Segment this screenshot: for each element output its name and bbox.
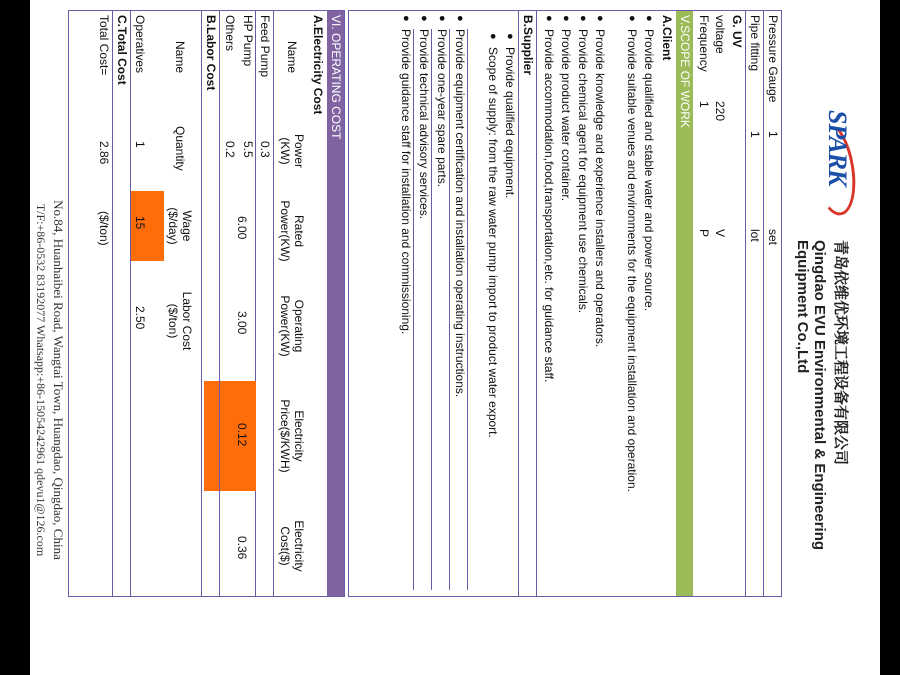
col-header: Rated Power(KW) xyxy=(278,200,306,262)
list-item: ● Provide one-year spare parts. xyxy=(434,29,450,590)
supplier-heading: B.Supplier xyxy=(521,15,535,76)
col-header: Name xyxy=(285,41,299,74)
document-page xyxy=(30,0,880,675)
col-header: Electricity Price($/KWH) xyxy=(278,399,306,473)
col-header: Power (KW) xyxy=(278,133,306,168)
list-item: ● Provide guidance staff for installation and commissioning. xyxy=(398,29,414,590)
list-item: ● Provide technical advisory services. xyxy=(416,29,432,590)
footer-address: No.84, Huanhaibei Road, Wangtai Town, Huangdao, Qingdao, China xyxy=(51,200,66,560)
total-heading: C.Total Cost xyxy=(115,15,129,85)
list-item: ● Provide equipment certification and installation operating instructions. xyxy=(452,29,468,590)
scope-section: Pressure Gauge 1 set Pipe fitting 1 lot G. UV voltage 220 V Frequency 1 P V.SCOPE OF WORK A.Client ● Provide qualified and stable water and power source. ● Provide suitable venues and environments for the equipment installation and operation. ● Provide knowledge and experience installers and operators. ● Provide chemical agent for equipment use chemicals. ● Provide product water container. ● Provide accommodation,food,transportation,etc. for guidance staff. B.Supplier ● Provide qualified equipment. ● Scope of supply: from the raw water pump import to product water export. ● Provide equipment certification and installation operating instructions. ● Provide one-year spare parts. ● Provide technical advisory services. ● Provide guidance staff for installation and commissioning. xyxy=(348,10,782,597)
footer-contacts: T/F:+86-0532 83192077 Whatsapp:+86-15054242961 qdevu1@126.com xyxy=(34,203,48,557)
col-header: Labor Cost ($/ton) xyxy=(166,291,194,351)
list-item: ● Scope of supply: from the raw water pump import to product water export. xyxy=(485,47,500,590)
table-row: Operatives 1 15 2.50 xyxy=(130,11,148,596)
scope-title: V.SCOPE OF WORK xyxy=(676,11,693,596)
labor-heading: B.Labor Cost xyxy=(204,15,218,91)
company-name-en: Qingdao EVU Environmental & Engineering Equipment Co.,Ltd xyxy=(794,240,828,551)
table-row: Others 0.2 xyxy=(223,15,237,158)
list-item: ● Provide chemical agent for equipment use chemicals. xyxy=(575,29,590,590)
list-item: ● Provide accommodation,food,transportation,etc. for guidance staff. xyxy=(541,29,556,590)
table-row: HP Pump 5.5 6.00 3.00 0.12 0.36 xyxy=(235,15,255,560)
col-header: Wage ($/day) xyxy=(166,207,194,245)
table-row: Total Cost= 2.86 ($/ton) xyxy=(97,15,111,246)
table-row: Feed Pump 0.3 xyxy=(255,11,274,596)
operating-cost-section xyxy=(68,10,345,597)
letterhead xyxy=(780,110,860,610)
table-row: Pressure Gauge 1 set xyxy=(763,11,781,596)
list-item: ● Provide product water container. xyxy=(558,29,573,590)
col-header: Quantity xyxy=(173,126,187,171)
list-item: ● Provide qualified and stable water and power source. xyxy=(641,29,656,590)
col-header: Electricity Cost($) xyxy=(278,520,306,572)
logo-text: SPARK xyxy=(823,110,852,186)
company-name-cn: 青岛依维优环境工程设备有限公司 xyxy=(832,240,849,466)
client-heading: A.Client xyxy=(660,15,674,61)
list-item: ● Provide qualified equipment. xyxy=(502,47,517,590)
electricity-heading: A.Electricity Cost xyxy=(311,15,325,115)
col-header: Operating Power(KW) xyxy=(278,295,306,357)
uv-heading: G. UV xyxy=(730,15,744,48)
list-item: ● Provide knowledge and experience installers and operators. xyxy=(592,29,607,590)
company-logo xyxy=(792,110,852,230)
rotated-content xyxy=(30,0,880,675)
col-header: Name xyxy=(173,41,187,74)
table-row: Pipe fitting 1 lot xyxy=(745,11,763,596)
operating-title: VI. OPERATING COST xyxy=(327,11,344,596)
list-item: ● Provide suitable venues and environments for the equipment installation and operation. xyxy=(624,29,639,590)
